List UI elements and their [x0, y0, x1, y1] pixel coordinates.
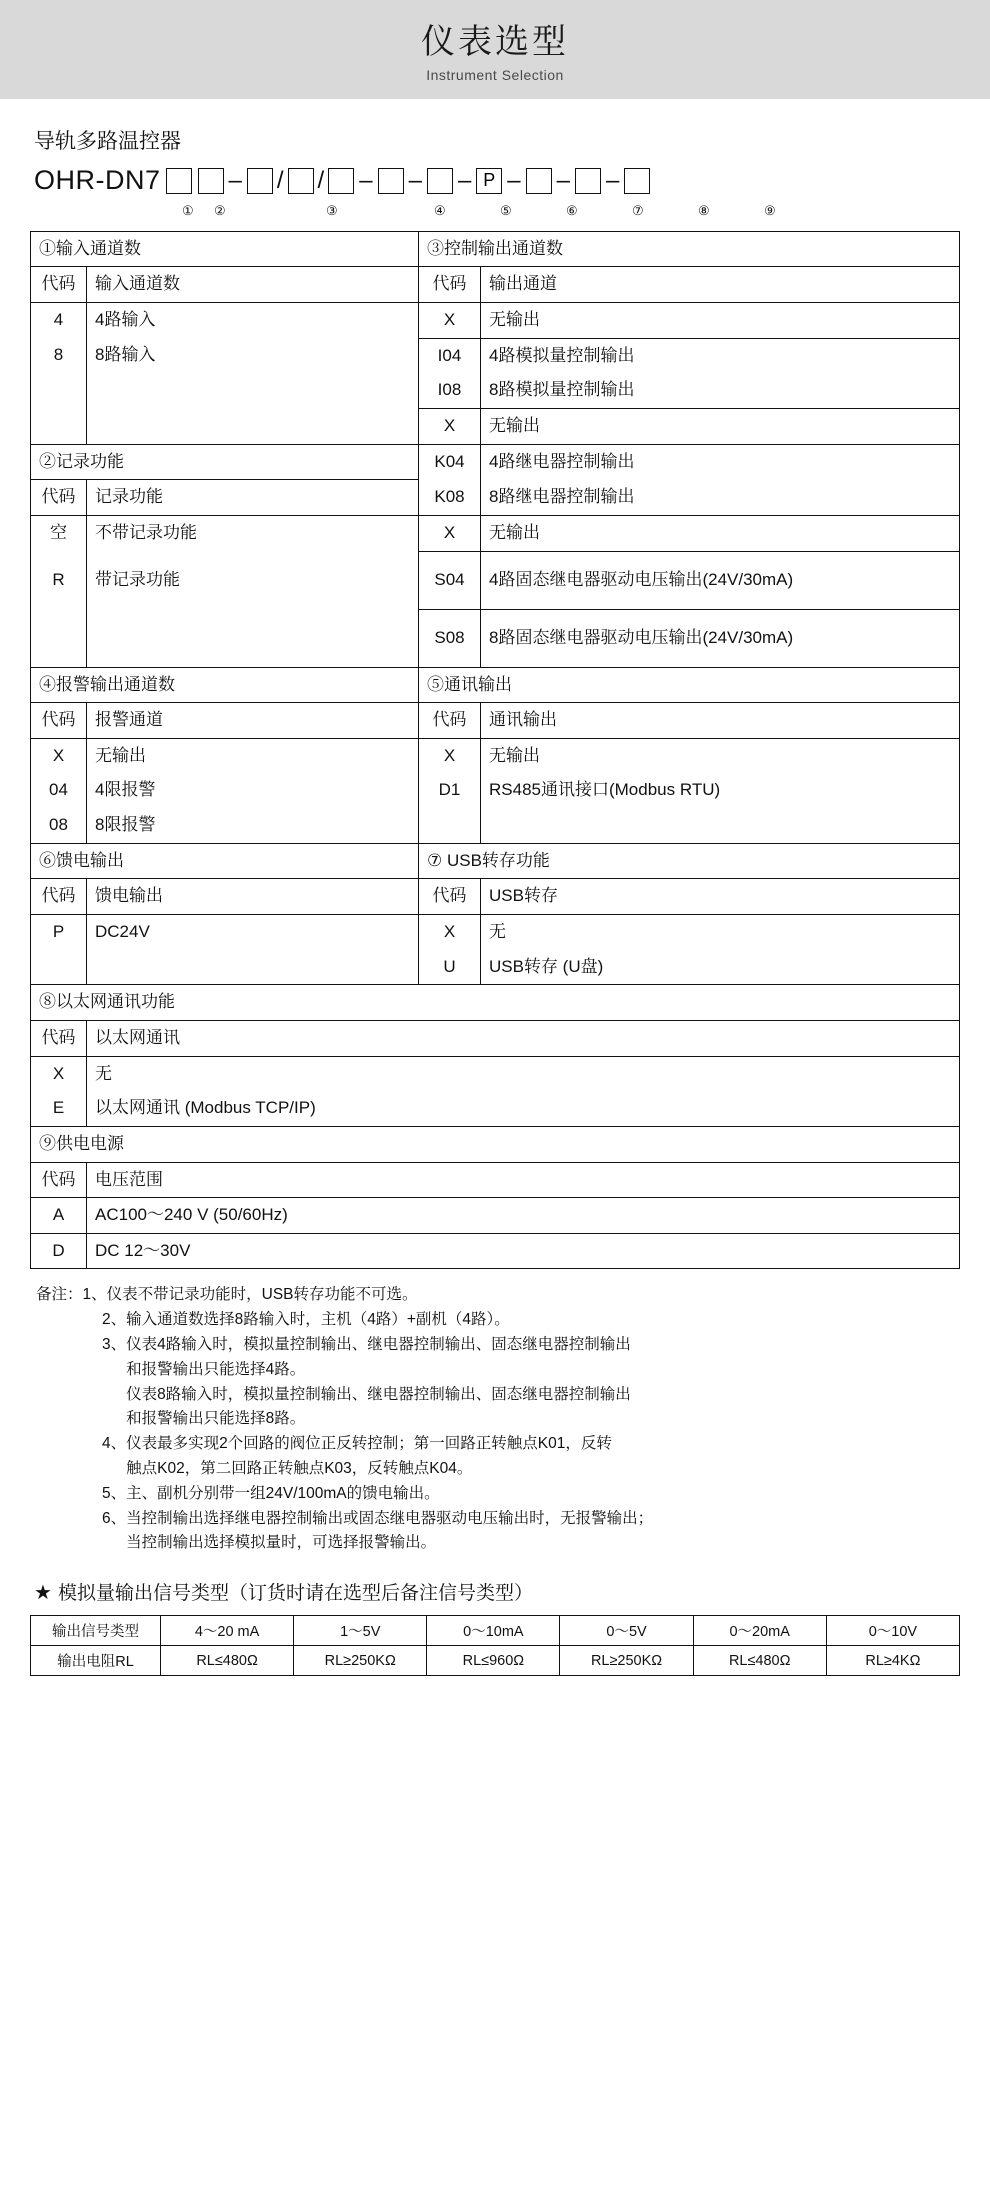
product-name: 导轨多路温控器 [34, 129, 181, 153]
signal-type-4: 0～20mA [693, 1616, 826, 1646]
section-5-row-1-desc: RS485通讯接口(Modbus RTU) [481, 773, 960, 808]
section-3-head-desc: 输出通道 [481, 267, 960, 303]
note-1-text: 仪表不带记录功能时，USB转存功能不可选。 [106, 1286, 418, 1304]
section-1-row-1-desc: 8路输入 [87, 338, 419, 373]
section-3-title: ③控制输出通道数 [419, 231, 960, 267]
signal-type-5: 0～10V [826, 1616, 959, 1646]
section-8-head-desc: 以太网通讯 [87, 1020, 960, 1056]
model-box-1 [166, 168, 192, 194]
section-9-title: ⑨供电电源 [31, 1126, 960, 1162]
signal-resistance-2: RL≤960Ω [427, 1646, 560, 1676]
section-8-head-code: 代码 [31, 1020, 87, 1056]
section-9-head-code: 代码 [31, 1162, 87, 1198]
section-7-row-0-desc: 无 [481, 915, 960, 950]
note-3-line-3: 仪表8路输入时，模拟量控制输出、继电器控制输出、固态继电器控制输出 [126, 1385, 631, 1403]
table-row [31, 231, 960, 267]
note-3-line-2: 和报警输出只能选择4路。 [126, 1360, 306, 1378]
model-dash-1: – [228, 166, 242, 194]
section-9-row-1-code: D [31, 1233, 87, 1269]
note-item-2 [36, 1308, 960, 1333]
model-index-4: ④ [434, 202, 446, 218]
content-area [0, 125, 990, 1694]
table-row [31, 808, 960, 843]
table-row [31, 1091, 960, 1126]
signal-resistance-5: RL≥4KΩ [826, 1646, 959, 1676]
section-3-row-7-code: S04 [419, 551, 481, 609]
section-3-row-5-desc: 8路继电器控制输出 [481, 480, 960, 516]
section-3-row-1-desc: 4路模拟量控制输出 [481, 338, 960, 373]
spacer-cell-b1 [419, 808, 481, 843]
signal-section-title [34, 1578, 960, 1605]
table-row [31, 667, 960, 703]
spec-table-block-e [30, 1126, 960, 1270]
note-1-num: 1、 [82, 1286, 107, 1304]
section-2-row-0-code: 空 [31, 515, 87, 551]
model-dash-5: – [507, 166, 521, 194]
page-subtitle: Instrument Selection [426, 66, 564, 83]
section-1-row-0-desc: 4路输入 [87, 303, 419, 339]
section-3-row-0-code: X [419, 303, 481, 339]
signal-resistance-4: RL≤480Ω [693, 1646, 826, 1676]
spacer-cell-b2 [481, 808, 960, 843]
note-item-6 [36, 1507, 960, 1557]
model-index-2: ② [214, 202, 226, 218]
section-4-row-2-code: 08 [31, 808, 87, 843]
table-row [31, 1020, 960, 1056]
table-row [31, 515, 960, 551]
section-9-row-1-desc: DC 12～30V [87, 1233, 960, 1269]
note-2-num: 2、 [102, 1311, 127, 1329]
section-8-row-0-desc: 无 [87, 1056, 960, 1091]
section-6-head-code: 代码 [31, 879, 87, 915]
model-index-5: ⑤ [500, 202, 512, 218]
note-3-text [126, 1333, 631, 1432]
table-row [31, 985, 960, 1021]
note-4-text [126, 1432, 612, 1482]
section-6-head-desc: 馈电输出 [87, 879, 419, 915]
section-5-row-0-code: X [419, 738, 481, 773]
model-dash-7: – [606, 166, 620, 194]
section-5-title: ⑤通讯输出 [419, 667, 960, 703]
model-index-3: ③ [326, 202, 338, 218]
spec-table-block-b [30, 667, 960, 844]
table-row [31, 409, 960, 445]
note-5-num: 5、 [102, 1484, 127, 1502]
table-row [31, 703, 960, 739]
signal-row-label-1: 输出电阻RL [31, 1646, 161, 1676]
table-row [31, 303, 960, 339]
model-dash-3: – [408, 166, 422, 194]
section-5-row-1-code: D1 [419, 773, 481, 808]
model-dash-6: – [556, 166, 571, 194]
spacer-cell-c1 [31, 950, 87, 985]
signal-type-2: 0～10mA [427, 1616, 560, 1646]
model-box-3c [328, 168, 354, 194]
model-slash-1: / [276, 166, 284, 194]
section-5-head-desc: 通讯输出 [481, 703, 960, 739]
model-index-7: ⑦ [632, 202, 644, 218]
spacer-cell-a1 [31, 373, 87, 408]
table-row [31, 1233, 960, 1269]
spec-table-block-a [30, 231, 960, 668]
section-3-row-8-code: S08 [419, 609, 481, 667]
signal-type-3: 0～5V [560, 1616, 693, 1646]
section-8-row-1-desc: 以太网通讯 (Modbus TCP/IP) [87, 1091, 960, 1126]
page-title: 仪表选型 [421, 23, 569, 61]
model-slash-2: / [317, 166, 325, 194]
note-item-5 [36, 1482, 960, 1507]
section-3-row-2-desc: 8路模拟量控制输出 [481, 373, 960, 408]
section-4-head-code: 代码 [31, 703, 87, 739]
note-6-line-2: 当控制输出选择模拟量时，可选择报警输出。 [126, 1534, 437, 1552]
table-row [31, 950, 960, 985]
section-4-title: ④报警输出通道数 [31, 667, 419, 703]
section-8-row-1-code: E [31, 1091, 87, 1126]
signal-resistance-3: RL≥250KΩ [560, 1646, 693, 1676]
section-3-row-0-desc: 无输出 [481, 303, 960, 339]
table-row [31, 480, 960, 516]
section-2-row-0-desc: 不带记录功能 [87, 515, 419, 551]
table-row [31, 843, 960, 879]
notes-block [36, 1283, 960, 1556]
note-6-num: 6、 [102, 1509, 127, 1527]
signal-type-1: 1～5V [294, 1616, 427, 1646]
section-4-row-0-code: X [31, 738, 87, 773]
section-4-row-1-code: 04 [31, 773, 87, 808]
spec-table-block-c [30, 843, 960, 986]
note-6-text [126, 1507, 653, 1557]
section-3-row-3-desc: 无输出 [481, 409, 960, 445]
table-row [31, 879, 960, 915]
section-8-title: ⑧以太网通讯功能 [31, 985, 960, 1021]
signal-section-title-text: 模拟量输出信号类型（订货时请在选型后备注信号类型） [57, 1583, 533, 1605]
section-2-head-desc: 记录功能 [87, 480, 419, 516]
model-box-5 [427, 168, 453, 194]
section-7-row-0-code: X [419, 915, 481, 950]
model-index-9: ⑨ [764, 202, 776, 218]
star-icon: ★ [34, 1582, 52, 1605]
table-row [31, 1056, 960, 1091]
table-row [31, 1198, 960, 1234]
section-5-row-0-desc: 无输出 [481, 738, 960, 773]
model-box-7 [526, 168, 552, 194]
bottom-spacer [30, 1676, 960, 1694]
model-index-8: ⑧ [698, 202, 710, 218]
signal-resistance-1: RL≥250KΩ [294, 1646, 427, 1676]
section-2-title: ②记录功能 [31, 444, 419, 480]
model-box-8 [575, 168, 601, 194]
spacer-cell-a5 [31, 609, 87, 667]
section-3-row-5-code: K08 [419, 480, 481, 516]
table-row [31, 1616, 960, 1646]
note-3-num: 3、 [102, 1336, 127, 1354]
note-4-line-2: 触点K02，第二回路正转触点K03，反转触点K04。 [126, 1460, 473, 1478]
spacer-cell-a6 [87, 609, 419, 667]
section-3-row-2-code: I08 [419, 373, 481, 408]
section-2-row-1-code: R [31, 551, 87, 609]
model-code-line [34, 161, 960, 201]
table-row [31, 373, 960, 408]
section-3-row-4-desc: 4路继电器控制输出 [481, 444, 960, 480]
section-1-row-1-code: 8 [31, 338, 87, 373]
section-4-row-1-desc: 4限报警 [87, 773, 419, 808]
spec-table-block-d [30, 984, 960, 1127]
table-row [31, 738, 960, 773]
note-2-text: 输入通道数选择8路输入时，主机（4路）+副机（4路）。 [126, 1311, 510, 1329]
section-6-row-0-code: P [31, 915, 87, 950]
section-7-head-code: 代码 [419, 879, 481, 915]
model-box-9 [624, 168, 650, 194]
section-3-head-code: 代码 [419, 267, 481, 303]
model-box-4 [378, 168, 404, 194]
table-row [31, 915, 960, 950]
table-row [31, 338, 960, 373]
table-row [31, 1126, 960, 1162]
section-3-row-8-desc: 8路固态继电器驱动电压输出(24V/30mA) [481, 609, 960, 667]
table-row [31, 609, 960, 667]
model-box-2 [198, 168, 224, 194]
spacer-cell-c2 [87, 950, 419, 985]
table-row [31, 444, 960, 480]
section-4-row-2-desc: 8限报警 [87, 808, 419, 843]
model-dash-4: – [457, 166, 472, 194]
section-7-row-1-desc: USB转存 (U盘) [481, 950, 960, 985]
signal-resistance-0: RL≤480Ω [161, 1646, 294, 1676]
section-1-head-desc: 输入通道数 [87, 267, 419, 303]
model-index-6: ⑥ [566, 202, 578, 218]
page-banner [0, 0, 990, 99]
note-item-3 [36, 1333, 960, 1432]
table-row [31, 1162, 960, 1198]
model-box-3 [247, 168, 273, 194]
section-7-title: ⑦ USB转存功能 [419, 843, 960, 879]
model-dash-2: – [359, 166, 373, 194]
note-4-num: 4、 [102, 1435, 127, 1453]
table-row [31, 773, 960, 808]
section-1-row-0-code: 4 [31, 303, 87, 339]
note-3-line-1: 仪表4路输入时，模拟量控制输出、继电器控制输出、固态继电器控制输出 [126, 1336, 631, 1354]
section-3-row-4-code: K04 [419, 444, 481, 480]
section-9-row-0-desc: AC100～240 V (50/60Hz) [87, 1198, 960, 1234]
note-5-text: 主、副机分别带一组24V/100mA的馈电输出。 [126, 1484, 440, 1502]
note-3-line-4: 和报警输出只能选择8路。 [126, 1410, 306, 1428]
model-prefix: OHR-DN7 [34, 165, 161, 196]
spacer-cell-a2 [87, 373, 419, 408]
section-7-row-1-code: U [419, 950, 481, 985]
signal-type-table [30, 1615, 960, 1676]
section-8-row-0-code: X [31, 1056, 87, 1091]
section-5-head-code: 代码 [419, 703, 481, 739]
section-3-row-3-code: X [419, 409, 481, 445]
section-4-head-desc: 报警通道 [87, 703, 419, 739]
note-item-1 [36, 1283, 960, 1308]
note-4-line-1: 仪表最多实现2个回路的阀位正反转控制；第一回路正转触点K01，反转 [126, 1435, 612, 1453]
section-2-head-code: 代码 [31, 480, 87, 516]
section-3-row-1-code: I04 [419, 338, 481, 373]
model-index-row [34, 203, 960, 225]
section-7-head-desc: USB转存 [481, 879, 960, 915]
section-6-title: ⑥馈电输出 [31, 843, 419, 879]
spacer-cell-a3 [31, 409, 87, 445]
table-row [31, 1646, 960, 1676]
section-3-row-7-desc: 4路固态继电器驱动电压输出(24V/30mA) [481, 551, 960, 609]
section-3-row-6-code: X [419, 515, 481, 551]
section-1-head-code: 代码 [31, 267, 87, 303]
note-item-4 [36, 1432, 960, 1482]
section-4-row-0-desc: 无输出 [87, 738, 419, 773]
model-box-6: P [476, 168, 502, 194]
model-index-1: ① [182, 202, 194, 218]
section-2-row-1-desc: 带记录功能 [87, 551, 419, 609]
section-1-title: ①输入通道数 [31, 231, 419, 267]
section-9-row-0-code: A [31, 1198, 87, 1234]
section-9-head-desc: 电压范围 [87, 1162, 960, 1198]
section-3-row-6-desc: 无输出 [481, 515, 960, 551]
spacer-cell-a4 [87, 409, 419, 445]
note-6-line-1: 当控制输出选择继电器控制输出或固态继电器驱动电压输出时，无报警输出； [126, 1509, 654, 1527]
signal-type-0: 4～20 mA [161, 1616, 294, 1646]
signal-row-label-0: 输出信号类型 [31, 1616, 161, 1646]
table-row [31, 267, 960, 303]
model-box-3b [288, 168, 314, 194]
table-row [31, 551, 960, 609]
section-6-row-0-desc: DC24V [87, 915, 419, 950]
notes-label: 备注： [36, 1286, 83, 1304]
